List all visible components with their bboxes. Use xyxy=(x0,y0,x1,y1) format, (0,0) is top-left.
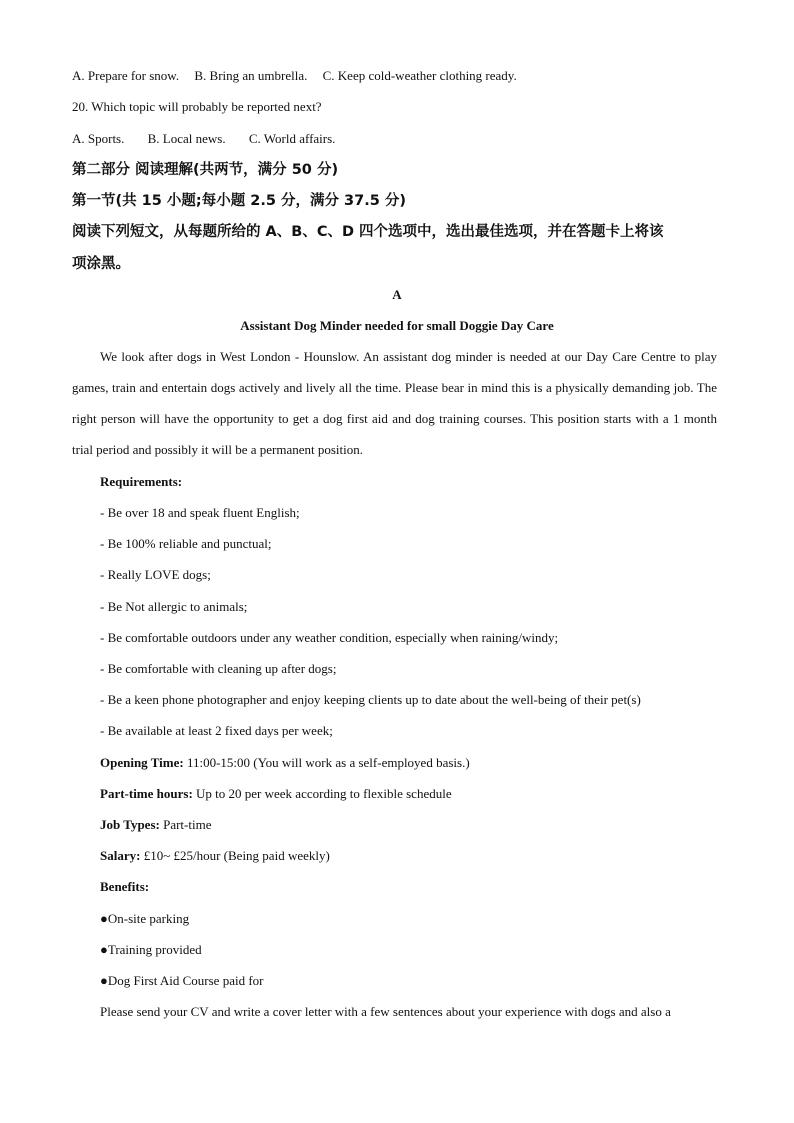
q20-question: 20. Which topic will probably be reported next? xyxy=(72,99,322,114)
instruction-line-1: 阅读下列短文，从每题所给的 A、B、C、D 四个选项中，选出最佳选项，并在答题卡上将该 xyxy=(72,224,664,240)
opening-time xyxy=(100,754,470,772)
requirement-item: - Be 100% reliable and punctual; xyxy=(100,536,272,551)
salary-value: £10~ £25/hour (Being paid weekly) xyxy=(140,848,330,863)
requirement-item: - Really LOVE dogs; xyxy=(100,567,211,582)
benefit-item: ●On-site parking xyxy=(100,911,190,926)
job-types xyxy=(100,816,211,834)
requirement-item: - Be Not allergic to animals; xyxy=(100,599,248,614)
requirement-item: - Be comfortable outdoors under any weather condition, especially when raining/windy; xyxy=(100,630,559,645)
job-types-label: Job Types: xyxy=(100,817,160,832)
opening-time-label: Opening Time: xyxy=(100,755,184,770)
q20-option-a: A. Sports. xyxy=(72,131,125,146)
salary xyxy=(100,847,330,865)
instruction-line-2: 项涂黑。 xyxy=(72,256,130,272)
q19-options xyxy=(72,67,517,85)
section1-heading: 第一节(共 15 小题;每小题 2.5 分，满分 37.5 分) xyxy=(72,193,406,209)
passage-letter: A xyxy=(392,287,402,302)
q20-option-c: C. World affairs. xyxy=(248,131,336,146)
benefit-item: ●Training provided xyxy=(100,942,202,957)
requirement-item: - Be a keen phone photographer and enjoy keeping clients up to date about the well-being of their pet(s) xyxy=(100,692,641,707)
requirement-item: - Be over 18 and speak fluent English; xyxy=(100,505,300,520)
part-time-hours-label: Part-time hours: xyxy=(100,786,193,801)
requirements-label: Requirements: xyxy=(100,474,183,489)
salary-label: Salary: xyxy=(100,848,141,863)
q19-option-c: C. Keep cold-weather clothing ready. xyxy=(322,68,517,83)
q19-option-a: A. Prepare for snow. xyxy=(72,68,180,83)
benefits-label: Benefits: xyxy=(100,879,150,894)
part-time-hours-value: Up to 20 per week according to flexible schedule xyxy=(192,786,452,801)
opening-time-value: 11:00-15:00 (You will work as a self-employed basis.) xyxy=(183,755,470,770)
closing-line: Please send your CV and write a cover letter with a few sentences about your experience with dogs and also a xyxy=(100,1004,671,1019)
job-types-value: Part-time xyxy=(159,817,212,832)
passage-title: Assistant Dog Minder needed for small Doggie Day Care xyxy=(240,318,554,333)
benefit-item: ●Dog First Aid Course paid for xyxy=(100,973,264,988)
q20-options xyxy=(72,130,335,148)
part2-heading: 第二部分 阅读理解(共两节，满分 50 分) xyxy=(72,162,339,178)
q19-option-b: B. Bring an umbrella. xyxy=(194,68,308,83)
part-time-hours xyxy=(100,785,452,803)
requirement-item: - Be comfortable with cleaning up after dogs; xyxy=(100,661,337,676)
passage-intro: We look after dogs in West London - Hounslow. An assistant dog minder is needed at our Day Care Centre to play games, train and entertain dogs actively and lively all the time. Please bear in mind this is a physically demanding job. The right person will have the opportunity to get a dog first aid and dog training courses. This position starts with a 1 month trial period and possibly it will be a permanent position. xyxy=(72,349,717,457)
q20-option-b: B. Local news. xyxy=(147,131,226,146)
requirement-item: - Be available at least 2 fixed days per week; xyxy=(100,723,333,738)
